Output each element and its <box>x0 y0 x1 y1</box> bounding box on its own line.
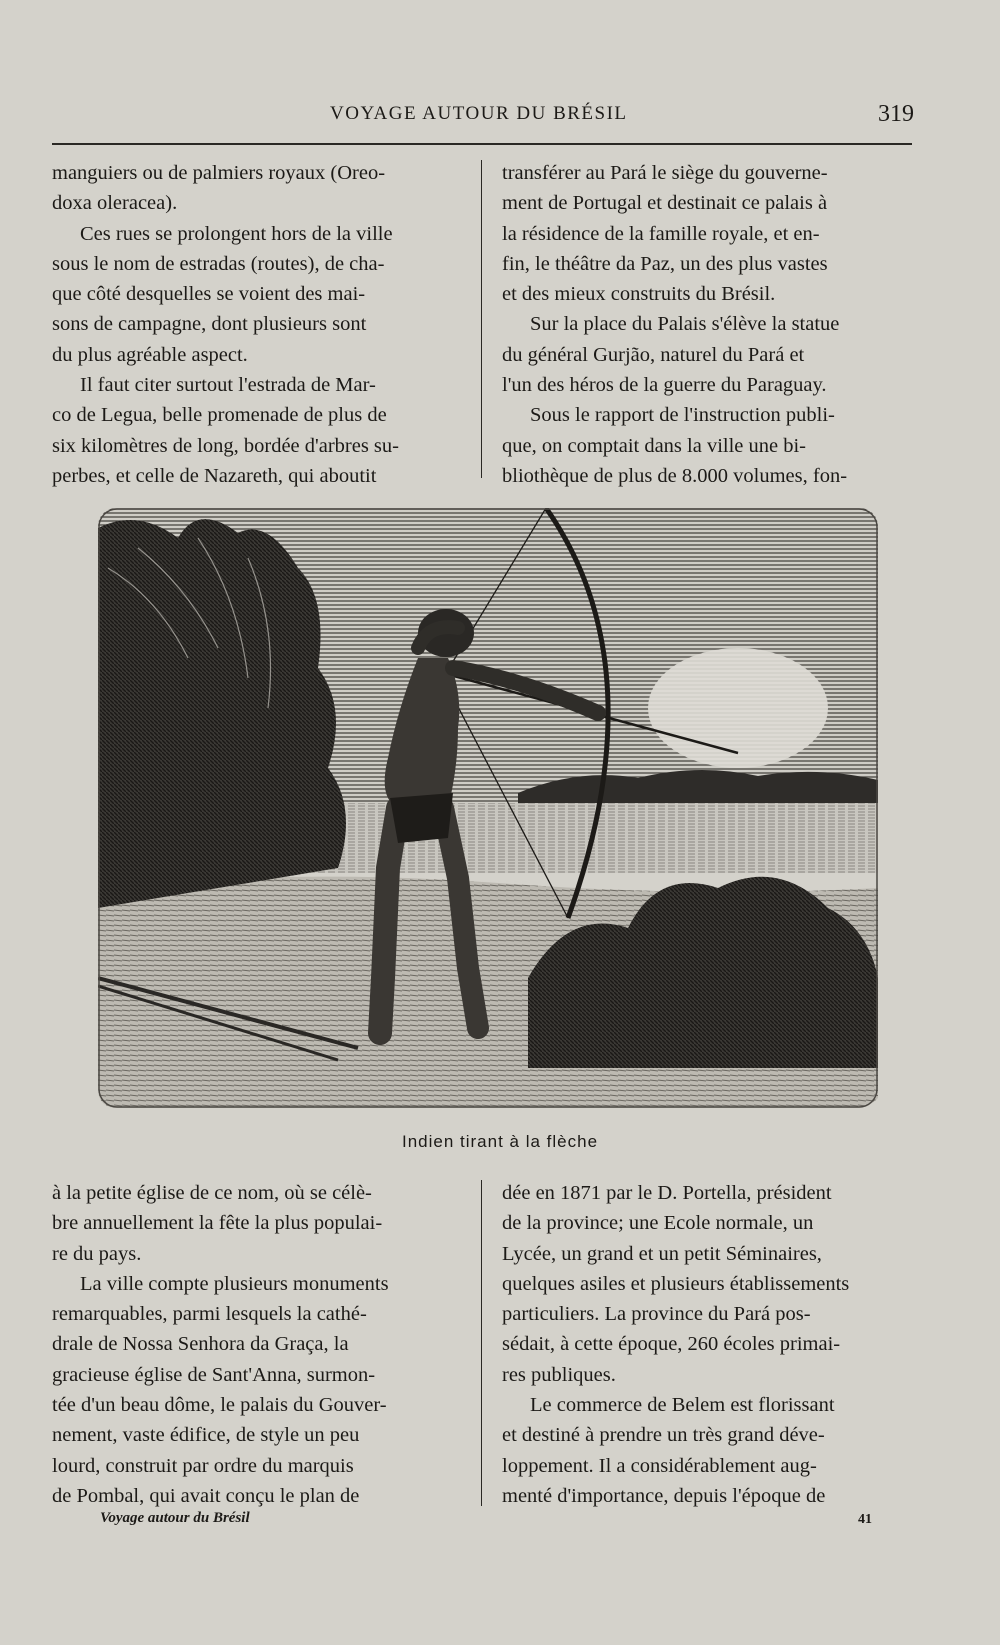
text-line: Il faut citer surtout l'estrada de Mar- <box>80 374 376 397</box>
text-line: que, on comptait dans la ville une bi- <box>502 434 807 457</box>
text-line: particuliers. La province du Pará pos- <box>502 1303 811 1326</box>
text-line: remarquables, parmi lesquels la cathé- <box>52 1303 367 1326</box>
text-line: lourd, construit par ordre du marquis <box>52 1454 354 1477</box>
text-line: fin, le théâtre da Paz, un des plus vastes <box>502 252 828 275</box>
text-line: bliothèque de plus de 8.000 volumes, fon- <box>502 464 848 487</box>
figure-caption: Indien tirant à la flèche <box>401 1132 599 1151</box>
sun-glow <box>648 648 828 768</box>
page-number: 319 <box>878 101 914 127</box>
text-line: Le commerce de Belem est florissant <box>530 1394 835 1417</box>
text-line: quelques asiles et plusieurs établissements <box>502 1272 850 1295</box>
text-line: Sous le rapport de l'instruction publi- <box>530 404 835 427</box>
text-line: nement, vaste édifice, de style un peu <box>52 1424 360 1447</box>
text-line: La ville compte plusieurs monuments <box>80 1272 389 1295</box>
text-line: du général Gurjão, naturel du Pará et <box>502 343 805 366</box>
text-line: Lycée, un grand et un petit Séminaires, <box>502 1242 822 1265</box>
top-left-column <box>52 158 472 491</box>
text-line: tée d'un beau dôme, le palais du Gouver- <box>52 1394 387 1417</box>
page-header <box>0 95 1000 135</box>
text-line: gracieuse église de Sant'Anna, surmon- <box>52 1363 376 1386</box>
text-line: ment de Portugal et destinait ce palais à <box>502 192 828 215</box>
bottom-left-column <box>52 1178 472 1511</box>
text-line: res publiques. <box>502 1363 616 1386</box>
text-line: perbes, et celle de Nazareth, qui aboutit <box>52 464 377 487</box>
text-line: sédait, à cette époque, 260 écoles primai- <box>502 1333 841 1356</box>
text-line: la résidence de la famille royale, et en- <box>502 222 820 245</box>
footer-signature: Voyage autour du Brésil <box>100 1510 250 1526</box>
text-line: Sur la place du Palais s'élève la statue <box>530 313 840 336</box>
text-line: du plus agréable aspect. <box>52 343 248 366</box>
text-line: sons de campagne, dont plusieurs sont <box>52 313 367 336</box>
text-line: et destiné à prendre un très grand déve- <box>502 1424 825 1447</box>
engraving-illustration <box>98 508 878 1108</box>
column-rule <box>481 160 482 478</box>
column-rule <box>481 1180 482 1506</box>
text-line: drale de Nossa Senhora da Graça, la <box>52 1333 349 1356</box>
text-line: manguiers ou de palmiers royaux (Oreo- <box>52 162 386 184</box>
text-line: six kilomètres de long, bordée d'arbres su- <box>52 434 399 457</box>
header-rule <box>52 143 912 145</box>
text-line: co de Legua, belle promenade de plus de <box>52 404 387 427</box>
text-line: loppement. Il a considérablement aug- <box>502 1454 817 1477</box>
text-line: et des mieux construits du Brésil. <box>502 283 776 306</box>
footer-sheet-number: 41 <box>858 1512 872 1527</box>
text-line: l'un des héros de la guerre du Paraguay. <box>502 374 827 397</box>
text-line: à la petite église de ce nom, où se célè- <box>52 1182 372 1204</box>
bottom-right-column <box>502 1178 922 1511</box>
text-line: bre annuellement la fête la plus populai- <box>52 1212 383 1235</box>
text-line: transférer au Pará le siège du gouverne- <box>502 162 828 184</box>
text-line: Ces rues se prolongent hors de la ville <box>80 222 393 245</box>
text-line: que côté desquelles se voient des mai- <box>52 283 366 306</box>
running-title: VOYAGE AUTOUR DU BRÉSIL <box>330 103 628 124</box>
text-line: sous le nom de estradas (routes), de cha- <box>52 252 385 275</box>
text-line: doxa oleracea). <box>52 192 178 215</box>
text-line: re du pays. <box>52 1242 142 1265</box>
text-line: menté d'importance, depuis l'époque de <box>502 1484 826 1507</box>
text-line: de la province; une Ecole normale, un <box>502 1212 814 1235</box>
text-line: dée en 1871 par le D. Portella, président <box>502 1182 832 1204</box>
top-right-column <box>502 158 922 491</box>
text-line: de Pombal, qui avait conçu le plan de <box>52 1484 360 1507</box>
